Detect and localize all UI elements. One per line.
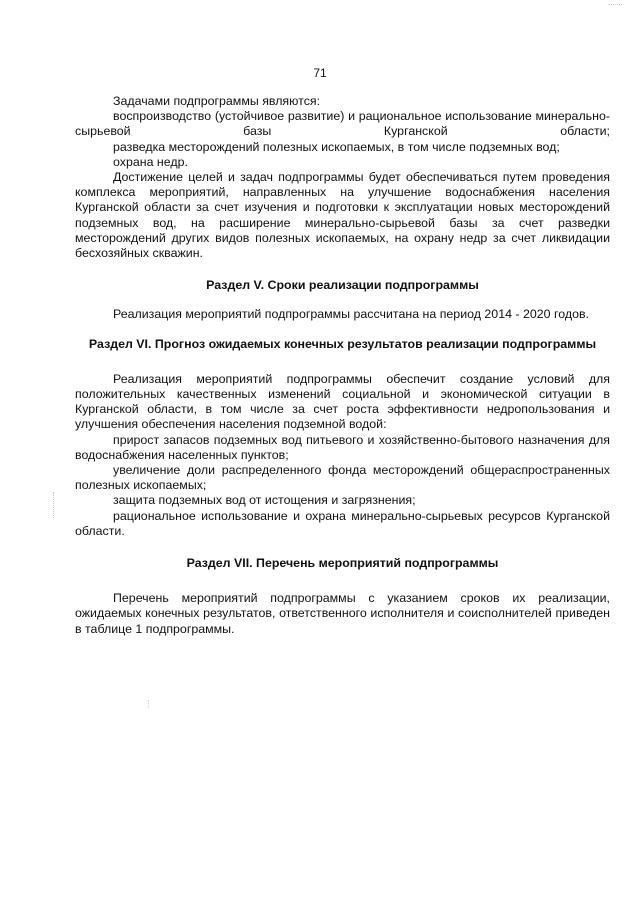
- scan-artifact: [148, 700, 150, 708]
- section-6-paragraph: Реализация мероприятий подпрограммы обеспечит создание условий для положительных качественных изменений социальной и экономической ситуации в Курганской области, в том числе за счет роста эффективности недропользования и улучшения обеспечения населения подземной водой:: [75, 371, 610, 432]
- document-body: [75, 94, 610, 637]
- page-number: 71: [313, 66, 327, 80]
- section-7-heading: Раздел VII. Перечень мероприятий подпрограммы: [186, 556, 499, 571]
- section-5-heading: Раздел V. Сроки реализации подпрограммы: [206, 278, 479, 293]
- section-5-paragraph: Реализация мероприятий подпрограммы рассчитана на период 2014 - 2020 годов.: [113, 307, 590, 322]
- task-item-reproduction: воспроизводство (устойчивое развитие) и рациональное использование минерально-сырьевой базы Курганской области;: [75, 109, 610, 139]
- result-item-deposit-share: увеличение доли распределенного фонда месторождений общераспространенных полезных ископаемых;: [75, 463, 610, 493]
- result-item-water-reserves: прирост запасов подземных вод питьевого и хозяйственно-бытового назначения для водоснабжения населенных пунктов;: [75, 432, 610, 462]
- scan-artifact: [53, 492, 55, 518]
- goals-paragraph: Достижение целей и задач подпрограммы будет обеспечиваться путем проведения комплекса мероприятий, направленных на улучшение водоснабжения населения Курганской области за счет изучения и подготовки к эксплуатации новых месторождений подземных вод, на расширение минерально-сырьевой базы за счет разведки месторождений других видов полезных ископаемых, на охрану недр за счет ликвидации бесхозяйных скважин.: [75, 170, 610, 261]
- result-item-rational-use: рациональное использование и охрана минерально-сырьевых ресурсов Курганской области.: [75, 508, 610, 538]
- section-6-heading: Раздел VI. Прогноз ожидаемых конечных результатов реализации подпрограммы: [88, 336, 597, 351]
- scan-artifact: [608, 4, 622, 6]
- result-item-water-protection: защита подземных вод от истощения и загрязнения;: [113, 493, 416, 508]
- tasks-intro: Задачами подпрограммы являются:: [113, 94, 321, 108]
- task-item-protection: охрана недр.: [113, 154, 188, 169]
- section-7-paragraph: Перечень мероприятий подпрограммы с указанием сроков их реализации, ожидаемых конечных результатов, ответственного исполнителя и соисполнителей приведен в таблице 1 подпрограммы.: [75, 591, 610, 636]
- task-item-exploration: разведка месторождений полезных ископаемых, в том числе подземных вод;: [113, 139, 560, 154]
